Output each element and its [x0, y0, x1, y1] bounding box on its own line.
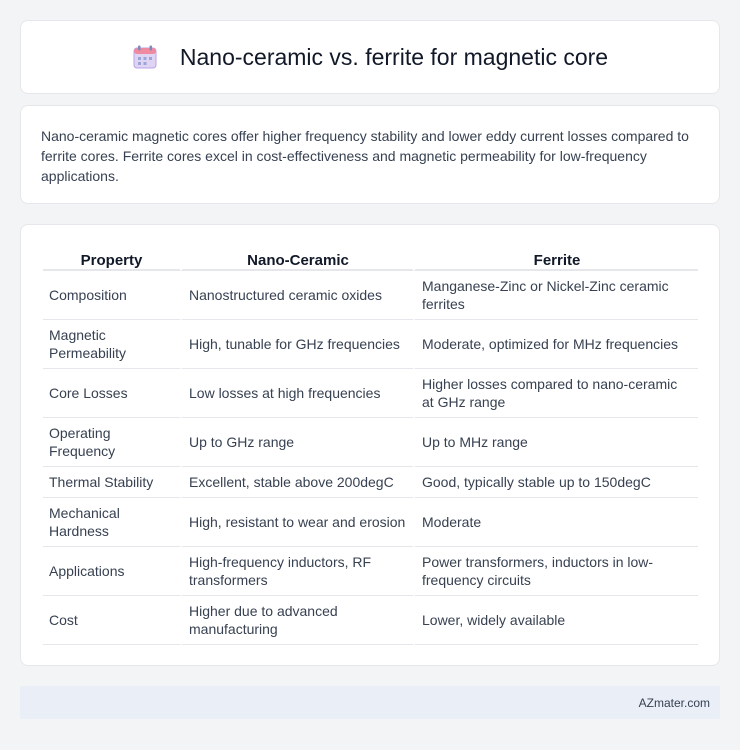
table-row [43, 369, 698, 418]
ferrite-cell: Power transformers, inductors in low-frequency circuits [413, 547, 698, 596]
comparison-table [43, 243, 698, 645]
header-ferrite: Ferrite [413, 243, 698, 271]
property-cell: Cost [43, 596, 180, 645]
intro-card [20, 105, 720, 204]
nano-ceramic-cell: Excellent, stable above 200degC [180, 467, 413, 498]
nano-ceramic-cell: High-frequency inductors, RF transformers [180, 547, 413, 596]
property-cell: Magnetic Permeability [43, 320, 180, 369]
ferrite-cell: Moderate [413, 498, 698, 547]
table-row [43, 271, 698, 320]
property-cell: Core Losses [43, 369, 180, 418]
nano-ceramic-cell: Higher due to advanced manufacturing [180, 596, 413, 645]
ferrite-cell: Lower, widely available [413, 596, 698, 645]
header-nano-ceramic: Nano-Ceramic [180, 243, 413, 271]
ferrite-cell: Moderate, optimized for MHz frequencies [413, 320, 698, 369]
table-header-row [43, 243, 698, 271]
footer-brand: AZmater.com [638, 695, 710, 710]
intro-text: Nano-ceramic magnetic cores offer higher frequency stability and lower eddy current losses compared to ferrite cores. Ferrite cores excel in cost-effectiveness and magnetic permeability for low-frequency applications. [41, 128, 689, 184]
footer [20, 686, 720, 719]
header-property: Property [43, 243, 180, 271]
ferrite-cell: Manganese-Zinc or Nickel-Zinc ceramic ferrites [413, 271, 698, 320]
comparison-table-card [20, 224, 720, 666]
table-row [43, 418, 698, 467]
nano-ceramic-cell: Nanostructured ceramic oxides [180, 271, 413, 320]
nano-ceramic-cell: High, tunable for GHz frequencies [180, 320, 413, 369]
ferrite-cell: Up to MHz range [413, 418, 698, 467]
property-cell: Composition [43, 271, 180, 320]
ferrite-cell: Higher losses compared to nano-ceramic at GHz range [413, 369, 698, 418]
table-row [43, 320, 698, 369]
page-title: Nano-ceramic vs. ferrite for magnetic core [179, 43, 609, 70]
property-cell: Mechanical Hardness [43, 498, 180, 547]
property-cell: Thermal Stability [43, 467, 180, 498]
ferrite-cell: Good, typically stable up to 150degC [413, 467, 698, 498]
calendar-icon [132, 44, 158, 70]
title-card [20, 20, 720, 94]
table-row [43, 467, 698, 498]
property-cell: Applications [43, 547, 180, 596]
table-row [43, 547, 698, 596]
property-cell: Operating Frequency [43, 418, 180, 467]
nano-ceramic-cell: Low losses at high frequencies [180, 369, 413, 418]
table-row [43, 498, 698, 547]
nano-ceramic-cell: Up to GHz range [180, 418, 413, 467]
nano-ceramic-cell: High, resistant to wear and erosion [180, 498, 413, 547]
table-row [43, 596, 698, 645]
